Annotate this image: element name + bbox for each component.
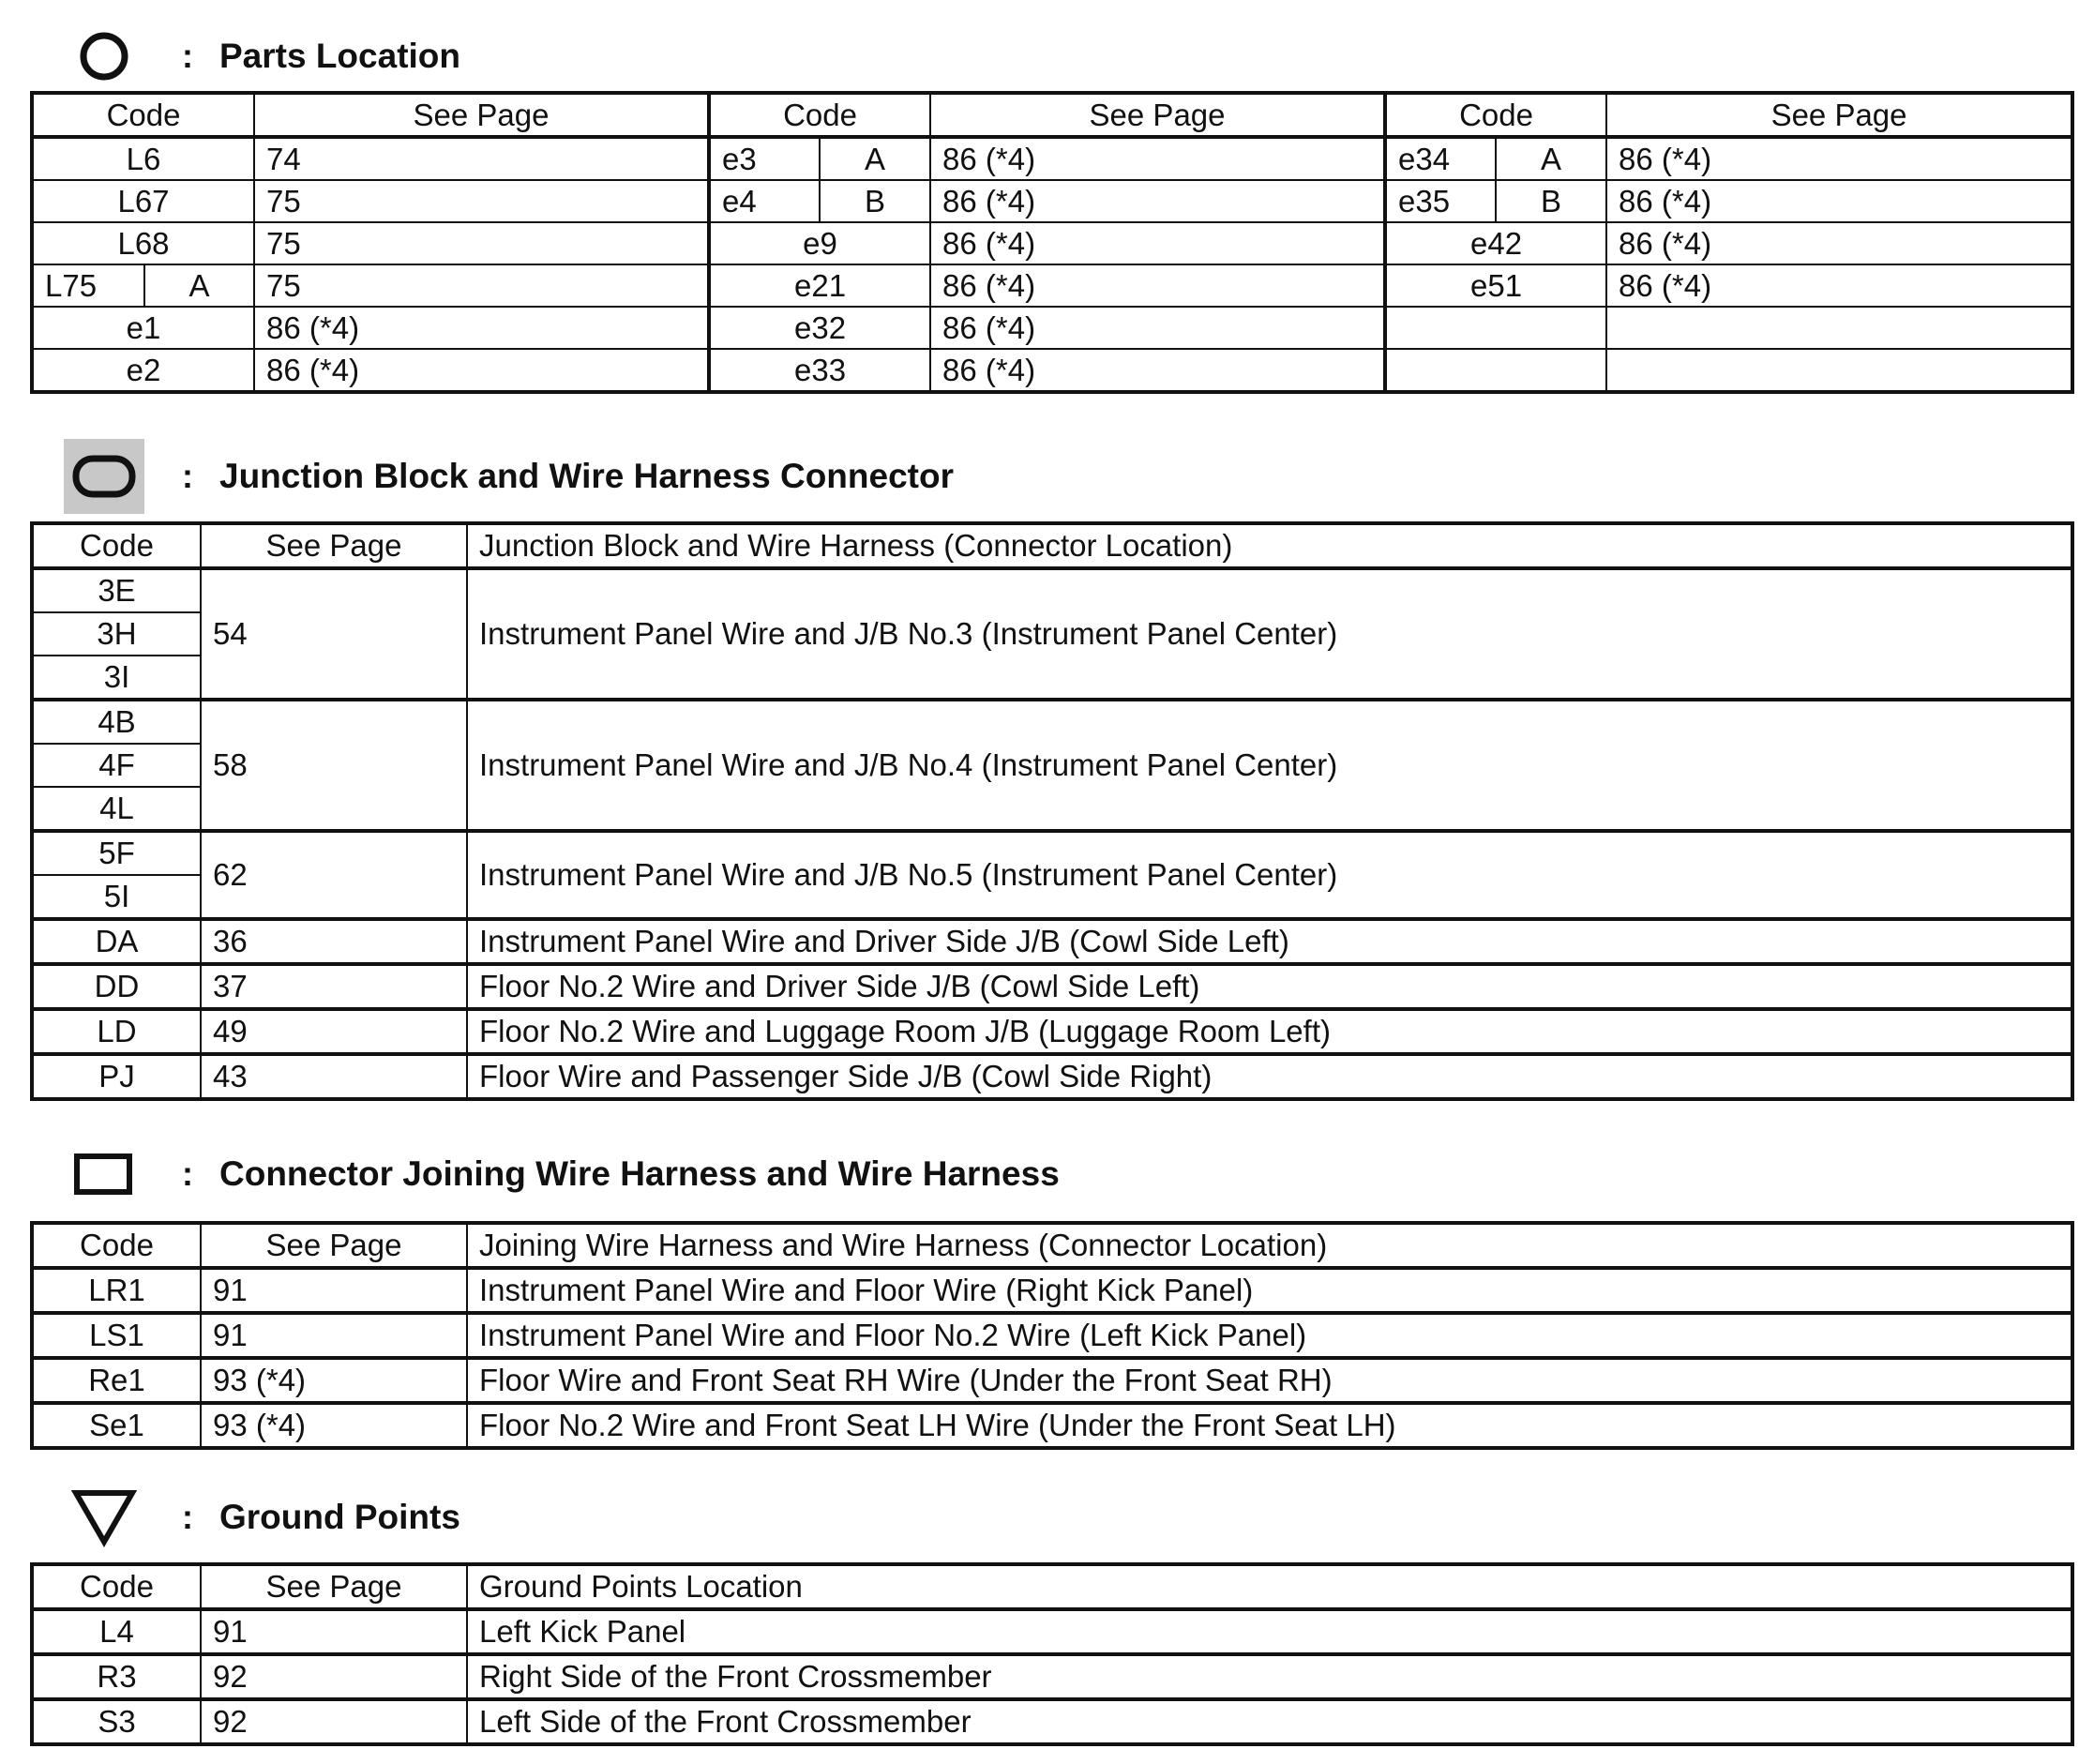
page-cell: 75 (254, 264, 709, 307)
table-row (32, 222, 2072, 264)
table-row (32, 307, 2072, 349)
table-row (32, 180, 2072, 222)
page-cell: 75 (254, 222, 709, 264)
rounded-rect-icon (64, 439, 144, 514)
location-cell: Floor Wire and Passenger Side J/B (Cowl Side Right) (467, 1054, 2072, 1099)
sub-code-cell: B (1496, 180, 1606, 222)
table-row (32, 1654, 2072, 1699)
ground-points-heading (64, 1480, 460, 1555)
page-cell: 91 (201, 1609, 467, 1654)
parts-location-table (30, 91, 2074, 394)
joining-connector-title: Connector Joining Wire Harness and Wire Harness (219, 1154, 1060, 1193)
table-row (32, 137, 2072, 180)
page-cell: 86 (*4) (254, 349, 709, 392)
page-cell: 93 (*4) (201, 1358, 467, 1403)
page-cell: 43 (201, 1054, 467, 1099)
table-row (32, 1403, 2072, 1448)
code-cell: 3H (32, 612, 201, 656)
table-row (32, 831, 2072, 875)
empty-cell (1606, 307, 2072, 349)
parts-location-title: Parts Location (219, 37, 460, 75)
header-see-page: See Page (930, 93, 1385, 137)
header-see-page: See Page (1606, 93, 2072, 137)
table-row (32, 1009, 2072, 1054)
code-cell: e33 (709, 349, 930, 392)
location-cell: Floor No.2 Wire and Luggage Room J/B (Luggage Room Left) (467, 1009, 2072, 1054)
page-cell: 58 (201, 700, 467, 831)
code-cell: DA (32, 919, 201, 964)
sub-code-cell: A (820, 137, 930, 180)
joining-connector-table (30, 1221, 2074, 1450)
table-row (32, 264, 2072, 307)
table-row (32, 1358, 2072, 1403)
down-triangle-icon (64, 1480, 144, 1555)
page-cell: 86 (*4) (930, 307, 1385, 349)
parts-location-header-row (32, 93, 2072, 137)
table-row (32, 1609, 2072, 1654)
location-cell: Right Side of the Front Crossmember (467, 1654, 2072, 1699)
code-cell: e34 (1385, 137, 1496, 180)
header-see-page: See Page (201, 1223, 467, 1268)
header-location: Joining Wire Harness and Wire Harness (Connector Location) (467, 1223, 2072, 1268)
page-cell: 86 (*4) (1606, 264, 2072, 307)
code-cell: Se1 (32, 1403, 201, 1448)
circle-icon (64, 19, 144, 94)
empty-cell (1385, 349, 1606, 392)
code-cell: S3 (32, 1699, 201, 1744)
junction-block-heading (64, 439, 954, 514)
sub-code-cell: B (820, 180, 930, 222)
code-cell: e51 (1385, 264, 1606, 307)
sub-code-cell: A (144, 264, 254, 307)
page-cell: 86 (*4) (1606, 222, 2072, 264)
code-cell: e9 (709, 222, 930, 264)
joining-connector-heading (64, 1137, 1060, 1212)
location-cell: Instrument Panel Wire and J/B No.3 (Instrument Panel Center) (467, 568, 2072, 700)
code-cell: 3E (32, 568, 201, 612)
header-see-page: See Page (201, 523, 467, 568)
code-cell: e35 (1385, 180, 1496, 222)
code-cell: DD (32, 964, 201, 1009)
code-cell: e21 (709, 264, 930, 307)
location-cell: Left Side of the Front Crossmember (467, 1699, 2072, 1744)
page-cell: 86 (*4) (930, 222, 1385, 264)
code-cell: L4 (32, 1609, 201, 1654)
parts-location-heading (64, 19, 460, 94)
page-cell: 91 (201, 1313, 467, 1358)
code-cell: 3I (32, 656, 201, 700)
header-location: Junction Block and Wire Harness (Connector Location) (467, 523, 2072, 568)
table-row (32, 919, 2072, 964)
page-cell: 91 (201, 1268, 467, 1313)
header-see-page: See Page (201, 1564, 467, 1609)
header-see-page: See Page (254, 93, 709, 137)
code-cell: e3 (709, 137, 820, 180)
header-code: Code (32, 93, 254, 137)
page-cell: 49 (201, 1009, 467, 1054)
parts-location-colon: : (182, 37, 193, 75)
page-cell: 86 (*4) (1606, 137, 2072, 180)
code-cell: LS1 (32, 1313, 201, 1358)
header-code: Code (32, 1564, 201, 1609)
code-cell: R3 (32, 1654, 201, 1699)
table-row (32, 1699, 2072, 1744)
table-row (32, 349, 2072, 392)
header-code: Code (709, 93, 930, 137)
junction-header-row (32, 523, 2072, 568)
code-cell: PJ (32, 1054, 201, 1099)
table-row (32, 1268, 2072, 1313)
page-cell: 86 (*4) (930, 349, 1385, 392)
table-row (32, 700, 2072, 744)
header-code: Code (32, 1223, 201, 1268)
code-cell: 5F (32, 831, 201, 875)
code-cell: Re1 (32, 1358, 201, 1403)
ground-points-title: Ground Points (219, 1498, 460, 1536)
page-cell: 92 (201, 1654, 467, 1699)
location-cell: Instrument Panel Wire and Floor Wire (Right Kick Panel) (467, 1268, 2072, 1313)
location-cell: Instrument Panel Wire and J/B No.5 (Instrument Panel Center) (467, 831, 2072, 919)
empty-cell (1606, 349, 2072, 392)
page-cell: 37 (201, 964, 467, 1009)
location-cell: Instrument Panel Wire and Driver Side J/B (Cowl Side Left) (467, 919, 2072, 964)
rectangle-icon (64, 1137, 144, 1212)
junction-block-table (30, 521, 2074, 1101)
page-cell: 86 (*4) (930, 137, 1385, 180)
sub-code-cell: A (1496, 137, 1606, 180)
code-cell: 4L (32, 787, 201, 831)
table-row (32, 964, 2072, 1009)
code-cell: e42 (1385, 222, 1606, 264)
page-cell: 74 (254, 137, 709, 180)
code-cell: LR1 (32, 1268, 201, 1313)
page-cell: 93 (*4) (201, 1403, 467, 1448)
code-cell: e32 (709, 307, 930, 349)
code-cell: L75 (32, 264, 144, 307)
location-cell: Left Kick Panel (467, 1609, 2072, 1654)
code-cell: 5I (32, 875, 201, 919)
page-cell: 36 (201, 919, 467, 964)
code-cell: L67 (32, 180, 254, 222)
table-row (32, 568, 2072, 612)
code-cell: 4F (32, 744, 201, 787)
table-row (32, 1054, 2072, 1099)
page-cell: 86 (*4) (930, 180, 1385, 222)
junction-block-title: Junction Block and Wire Harness Connector (219, 457, 954, 495)
table-row (32, 1313, 2072, 1358)
code-cell: e1 (32, 307, 254, 349)
code-cell: e4 (709, 180, 820, 222)
page-cell: 62 (201, 831, 467, 919)
location-cell: Floor Wire and Front Seat RH Wire (Under the Front Seat RH) (467, 1358, 2072, 1403)
empty-cell (1385, 307, 1606, 349)
page-cell: 92 (201, 1699, 467, 1744)
code-cell: L68 (32, 222, 254, 264)
location-cell: Floor No.2 Wire and Driver Side J/B (Cowl Side Left) (467, 964, 2072, 1009)
header-location: Ground Points Location (467, 1564, 2072, 1609)
joining-header-row (32, 1223, 2072, 1268)
location-cell: Instrument Panel Wire and Floor No.2 Wire (Left Kick Panel) (467, 1313, 2072, 1358)
code-cell: LD (32, 1009, 201, 1054)
ground-header-row (32, 1564, 2072, 1609)
ground-points-colon: : (182, 1498, 193, 1536)
page-cell: 86 (*4) (1606, 180, 2072, 222)
code-cell: 4B (32, 700, 201, 744)
junction-block-colon: : (182, 457, 193, 495)
location-cell: Floor No.2 Wire and Front Seat LH Wire (Under the Front Seat LH) (467, 1403, 2072, 1448)
location-cell: Instrument Panel Wire and J/B No.4 (Instrument Panel Center) (467, 700, 2072, 831)
header-code: Code (1385, 93, 1606, 137)
page-cell: 86 (*4) (930, 264, 1385, 307)
page-cell: 54 (201, 568, 467, 700)
code-cell: e2 (32, 349, 254, 392)
page-cell: 75 (254, 180, 709, 222)
header-code: Code (32, 523, 201, 568)
code-cell: L6 (32, 137, 254, 180)
ground-points-table (30, 1562, 2074, 1746)
joining-connector-colon: : (182, 1154, 193, 1193)
page-cell: 86 (*4) (254, 307, 709, 349)
